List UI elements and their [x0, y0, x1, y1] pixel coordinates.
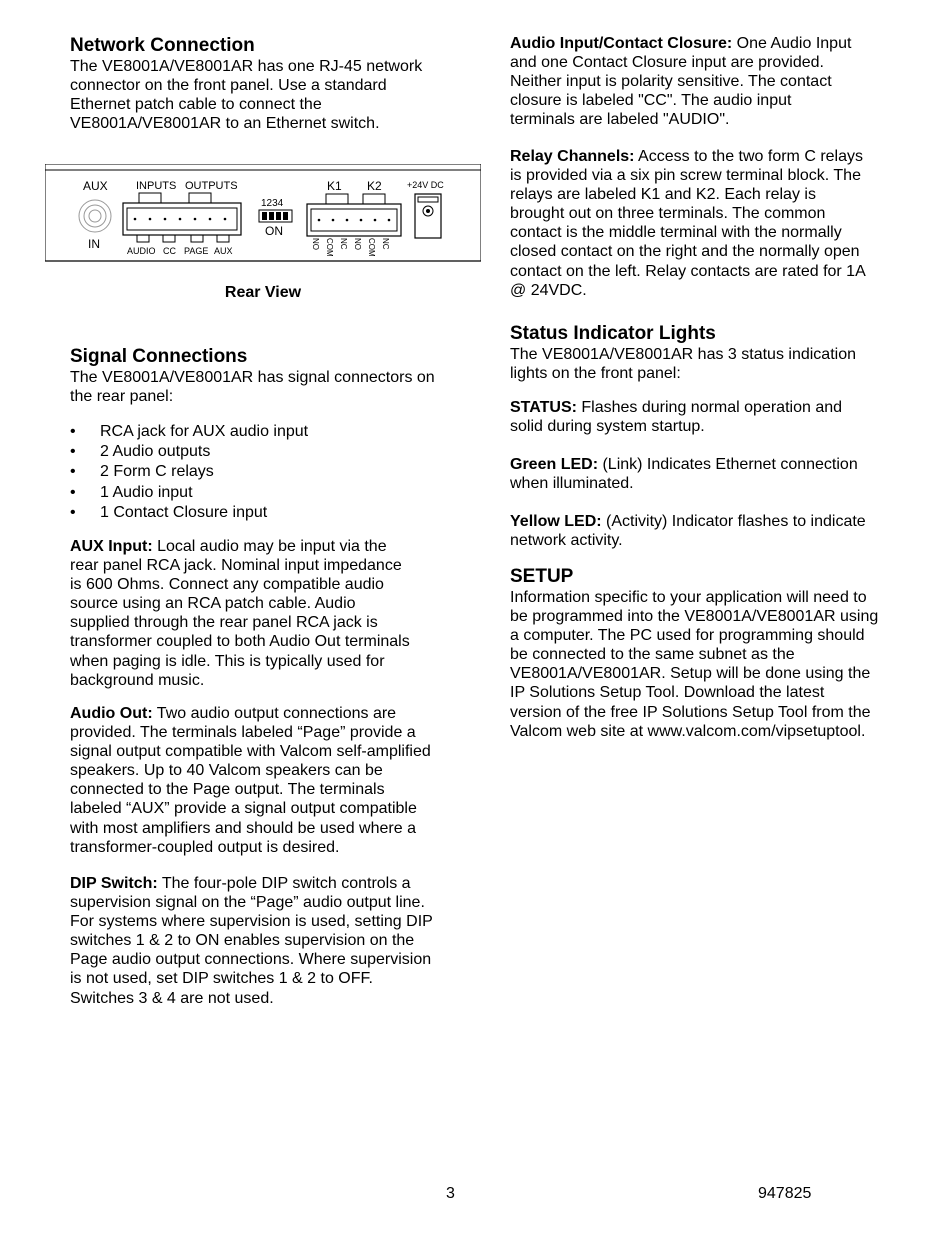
- relay-pin-label: COM: [367, 238, 376, 257]
- text-line: The four-pole DIP switch controls a: [161, 875, 411, 892]
- text-line: For systems where supervision is used, setting DIP: [70, 913, 433, 931]
- rear-view-diagram: [45, 164, 481, 264]
- text-line: switches 1 & 2 to ON enables supervision on the: [70, 932, 415, 950]
- text-line: source using an RCA patch cable. Audio: [70, 595, 356, 613]
- text-line: transformer coupled to both Audio Out terminals: [70, 633, 410, 651]
- text-line: transformer-coupled output is desired.: [70, 838, 340, 856]
- text-line: brought out on three terminals. The common: [510, 205, 826, 223]
- text-line: rear panel RCA jack. Nominal input impedance: [70, 557, 402, 575]
- text-line: Flashes during normal operation and: [581, 399, 843, 416]
- text-line: version of the free IP Solutions Setup Tool from the: [510, 703, 871, 721]
- text-line: be connected to the same subnet as the: [510, 646, 795, 664]
- power-label: +24V DC: [407, 180, 444, 190]
- text-line: contact on the left. Relay contacts are rated for 1A: [510, 262, 866, 280]
- text-line: relays are labeled K1 and K2. Each relay is: [510, 186, 816, 204]
- dip-numbers-label: 1234: [261, 198, 284, 209]
- relay-pin-label: NO: [311, 238, 320, 250]
- text-line: terminals are labeled "AUDIO".: [510, 111, 730, 129]
- list-item: • RCA jack for AUX audio input: [70, 422, 460, 442]
- text-line: background music.: [70, 671, 205, 689]
- dip-switch-label: DIP Switch:: [70, 875, 158, 892]
- text-line: a computer. The PC used for programming should: [510, 627, 865, 645]
- in-label: IN: [88, 237, 100, 251]
- text-line: Switches 3 & 4 are not used.: [70, 989, 274, 1007]
- text-line: Local audio may be input via the: [157, 538, 387, 555]
- setup-heading: SETUP: [510, 566, 574, 587]
- audio-out-label: Audio Out:: [70, 705, 153, 722]
- list-item: • 2 Form C relays: [70, 462, 460, 482]
- status-paragraph: [510, 398, 900, 436]
- text-line: @ 24VDC.: [510, 281, 587, 299]
- text-line: closure is labeled "CC". The audio input: [510, 92, 792, 110]
- text-line: signal output compatible with Valcom self-amplified: [70, 743, 431, 761]
- status-label: STATUS:: [510, 399, 577, 416]
- text-line: speakers. Up to 40 Valcom speakers can be: [70, 762, 383, 780]
- text-line: is 600 Ohms. Connect any compatible audio: [70, 576, 384, 594]
- audio-out-paragraph: [70, 704, 460, 857]
- text-line: (Activity) Indicator flashes to indicate: [606, 513, 866, 530]
- outputs-label: OUTPUTS: [185, 180, 238, 192]
- document-number: 947825: [758, 1185, 812, 1202]
- text-line: and one Contact Closure input are provided.: [510, 54, 824, 72]
- network-connection-heading: Network Connection: [70, 35, 255, 56]
- text-line: labeled “AUX” provide a signal output compatible: [70, 800, 417, 818]
- text-line: contact is the middle terminal with the normally: [510, 224, 842, 242]
- text-line: supplied through the rear panel RCA jack is: [70, 614, 378, 632]
- aux-out-label: AUX: [214, 246, 233, 256]
- green-led-label: Green LED:: [510, 456, 599, 473]
- text-line: One Audio Input: [736, 35, 852, 52]
- yellow-led-label: Yellow LED:: [510, 513, 602, 530]
- k2-label: K2: [367, 179, 382, 193]
- text-line: Page audio output connections. Where supervision: [70, 951, 432, 969]
- relay-pin-label: COM: [325, 238, 334, 257]
- relay-terminal-block-icon: [307, 194, 401, 236]
- text-line: when illuminated.: [510, 475, 634, 493]
- text-line: is provided via a six pin screw terminal block. The: [510, 167, 861, 185]
- relay-pin-labels: [311, 238, 390, 257]
- text-line: Two audio output connections are: [156, 705, 397, 722]
- text-line: Information specific to your application will need to: [510, 589, 867, 606]
- text-line: is not used, set DIP switches 1 & 2 to OFF.: [70, 970, 373, 988]
- setup-paragraph: [510, 588, 900, 741]
- text-line: connected to the Page output. The terminals: [70, 781, 385, 799]
- text-line: network activity.: [510, 532, 623, 550]
- text-line: be programmed into the VE8001A/VE8001AR using: [510, 608, 879, 626]
- text-line: Valcom web site at www.valcom.com/vipsetuptool.: [510, 722, 866, 740]
- signal-connector-list: [70, 422, 460, 523]
- network-connection-body: The VE8001A/VE8001AR has one RJ-45 network connector on the front panel. Use a standard Ethernet patch cable to connect the VE8001A/VE8001AR to an Ethernet switch.: [70, 58, 423, 133]
- dip-switch-paragraph: [70, 874, 460, 1008]
- dip-switch-icon: [259, 210, 292, 222]
- page-number: 3: [446, 1185, 455, 1202]
- terminal-block-icon: [123, 193, 241, 242]
- power-jack-icon: [415, 194, 441, 238]
- aux-input-paragraph: [70, 537, 460, 690]
- yellow-led-paragraph: [510, 512, 900, 550]
- audio-input-label: Audio Input/Contact Closure:: [510, 35, 733, 52]
- k1-label: K1: [327, 179, 342, 193]
- text-line: VE8001A/VE8001AR. Setup will be done using the: [510, 665, 871, 683]
- text-line: Neither input is polarity sensitive. The contact: [510, 73, 832, 91]
- text-line: (Link) Indicates Ethernet connection: [602, 456, 858, 473]
- relay-pin-label: NC: [381, 238, 390, 250]
- diagram-caption: Rear View: [224, 284, 302, 301]
- audio-label: AUDIO: [127, 246, 156, 256]
- on-label: ON: [265, 224, 283, 238]
- page-label: PAGE: [184, 246, 209, 256]
- signal-connections-intro: The VE8001A/VE8001AR has signal connectors on the rear panel:: [70, 369, 435, 406]
- list-item: • 1 Audio input: [70, 483, 460, 503]
- audio-input-paragraph: [510, 34, 900, 129]
- text-line: with most amplifiers and should be used where a: [70, 819, 416, 837]
- relay-pin-label: NC: [339, 238, 348, 250]
- green-led-paragraph: [510, 455, 900, 493]
- relay-channels-label: Relay Channels:: [510, 148, 635, 165]
- relay-channels-paragraph: [510, 147, 900, 300]
- text-line: provided. The terminals labeled “Page” provide a: [70, 724, 416, 742]
- text-line: Access to the two form C relays: [638, 148, 864, 165]
- inputs-label: INPUTS: [136, 180, 177, 192]
- text-line: supervision signal on the “Page” audio output line.: [70, 894, 425, 912]
- signal-connections-heading: Signal Connections: [70, 346, 248, 367]
- status-lights-intro: The VE8001A/VE8001AR has 3 status indication lights on the front panel:: [510, 346, 856, 383]
- text-line: solid during system startup.: [510, 418, 705, 436]
- aux-input-label: AUX Input:: [70, 538, 153, 555]
- text-line: closed contact on the right and the normally open: [510, 243, 860, 261]
- text-line: when paging is idle. This is typically used for: [70, 652, 385, 670]
- rca-jack-icon: [79, 200, 111, 232]
- list-item: • 1 Contact Closure input: [70, 503, 460, 523]
- status-lights-heading: Status Indicator Lights: [510, 323, 716, 344]
- aux-label: AUX: [83, 179, 108, 193]
- text-line: IP Solutions Setup Tool. Download the latest: [510, 684, 825, 702]
- list-item: • 2 Audio outputs: [70, 442, 460, 462]
- cc-label: CC: [163, 246, 176, 256]
- relay-pin-label: NO: [353, 238, 362, 250]
